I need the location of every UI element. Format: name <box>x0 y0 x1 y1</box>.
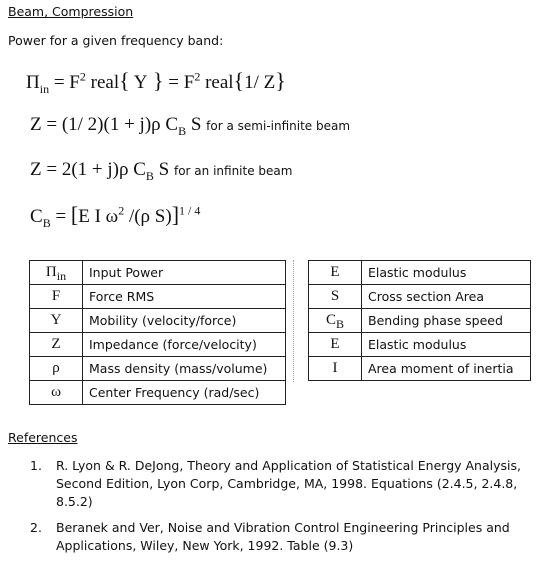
eq2-part: S <box>186 114 202 135</box>
eq1-brace: { <box>119 68 130 93</box>
eq4-sub: B <box>42 215 51 230</box>
table-row <box>30 333 286 357</box>
symbol-cell: E <box>309 261 362 285</box>
eq1-brace: } <box>275 68 286 93</box>
eq3-part: S <box>153 159 170 180</box>
eq3-part: ρ C <box>118 159 146 180</box>
description-cell: Input Power <box>83 261 286 285</box>
symbol-table-right <box>308 260 531 381</box>
table-row <box>309 333 531 357</box>
description-cell: Elastic modulus <box>362 333 531 357</box>
equation-infinite <box>30 159 292 181</box>
eq4-part: / <box>124 206 135 227</box>
pi-symbol: Π <box>26 72 40 93</box>
eq2-part: ρ C <box>151 114 179 135</box>
eq4-part: E I ω <box>78 206 119 227</box>
symbol: C <box>325 312 336 328</box>
symbol-cell: Y <box>30 309 83 333</box>
equation-semi-infinite <box>30 114 350 136</box>
description-cell: Bending phase speed <box>362 309 531 333</box>
eq1-part: 1/ Z <box>244 72 276 93</box>
symbol-subscript: B <box>336 317 345 331</box>
symbol-table-left <box>29 260 286 405</box>
table-row <box>309 261 531 285</box>
table-row <box>309 309 531 333</box>
reference-text: R. Lyon & R. DeJong, Theory and Application of Statistical Energy Analysis, Second Edition, Lyon Corp, Cambridge, MA, 1998. Equations (2.4.5, 2.4.8, 8.5.2) <box>56 458 521 509</box>
symbol-cell <box>309 309 362 333</box>
reference-number: 1. <box>30 458 42 473</box>
eq1-part: Y <box>129 72 148 93</box>
table-row <box>30 381 286 405</box>
eq4-part: = <box>50 206 71 227</box>
eq3-note: for an infinite beam <box>173 164 293 178</box>
description-cell: Cross section Area <box>362 285 531 309</box>
symbol-cell: Z <box>30 333 83 357</box>
symbol-cell: S <box>309 285 362 309</box>
eq2-sub: B <box>178 123 187 138</box>
eq2-part: Z = <box>30 114 62 135</box>
symbol-cell: F <box>30 285 83 309</box>
table-row <box>30 285 286 309</box>
description-cell: Force RMS <box>83 285 286 309</box>
eq4-part: (ρ S) <box>134 206 172 227</box>
eq1-brace: { <box>233 68 245 93</box>
description-cell: Center Frequency (rad/sec) <box>83 381 286 405</box>
eq1-part: = F <box>49 72 80 93</box>
eq1-part: = F <box>163 72 195 93</box>
table-row <box>309 357 531 381</box>
section-title: Beam, Compression <box>8 4 134 19</box>
reference-text: Beranek and Ver, Noise and Vibration Control Engineering Principles and Applications, Wiley, New York, 1992. Table (9.3) <box>56 520 510 553</box>
symbol-cell: I <box>309 357 362 381</box>
equation-bending-speed <box>30 202 200 228</box>
table-row <box>30 261 286 285</box>
dotted-separator <box>293 260 294 382</box>
pi-subscript: in <box>39 81 50 96</box>
symbol-cell: E <box>309 333 362 357</box>
eq1-brace: } <box>147 68 164 93</box>
table-row <box>30 357 286 381</box>
eq4-part: C <box>30 206 43 227</box>
eq4-bracket: ] <box>171 202 180 227</box>
description-cell: Area moment of inertia <box>362 357 531 381</box>
description-cell: Mass density (mass/volume) <box>83 357 286 381</box>
table-row <box>309 285 531 309</box>
symbol-cell: ω <box>30 381 83 405</box>
symbol-subscript: in <box>56 269 67 283</box>
eq1-part: real <box>85 72 120 93</box>
symbol-cell <box>30 261 83 285</box>
eq4-sup: 2 <box>118 203 125 218</box>
eq2-note: for a semi-infinite beam <box>206 119 351 133</box>
eq1-sup: 2 <box>194 69 201 84</box>
references-title: References <box>8 430 78 445</box>
description-cell: Mobility (velocity/force) <box>83 309 286 333</box>
reference-number: 2. <box>30 520 42 535</box>
symbol: Π <box>45 264 57 280</box>
eq3-sub: B <box>145 168 154 183</box>
eq3-part: (1 + j) <box>71 159 119 180</box>
eq3-part: Z = 2 <box>30 159 72 180</box>
equation-input-power <box>26 68 286 94</box>
eq4-bracket: [ <box>70 202 79 227</box>
intro-text: Power for a given frequency band: <box>8 33 224 48</box>
description-cell: Elastic modulus <box>362 261 531 285</box>
eq4-exponent: 1 / 4 <box>179 203 201 218</box>
eq1-sup: 2 <box>79 69 86 84</box>
description-cell: Impedance (force/velocity) <box>83 333 286 357</box>
eq1-part: real <box>200 72 234 93</box>
eq2-part: (1 + j) <box>103 114 152 135</box>
symbol-cell: ρ <box>30 357 83 381</box>
eq2-part: (1/ 2) <box>61 114 104 135</box>
table-row <box>30 309 286 333</box>
